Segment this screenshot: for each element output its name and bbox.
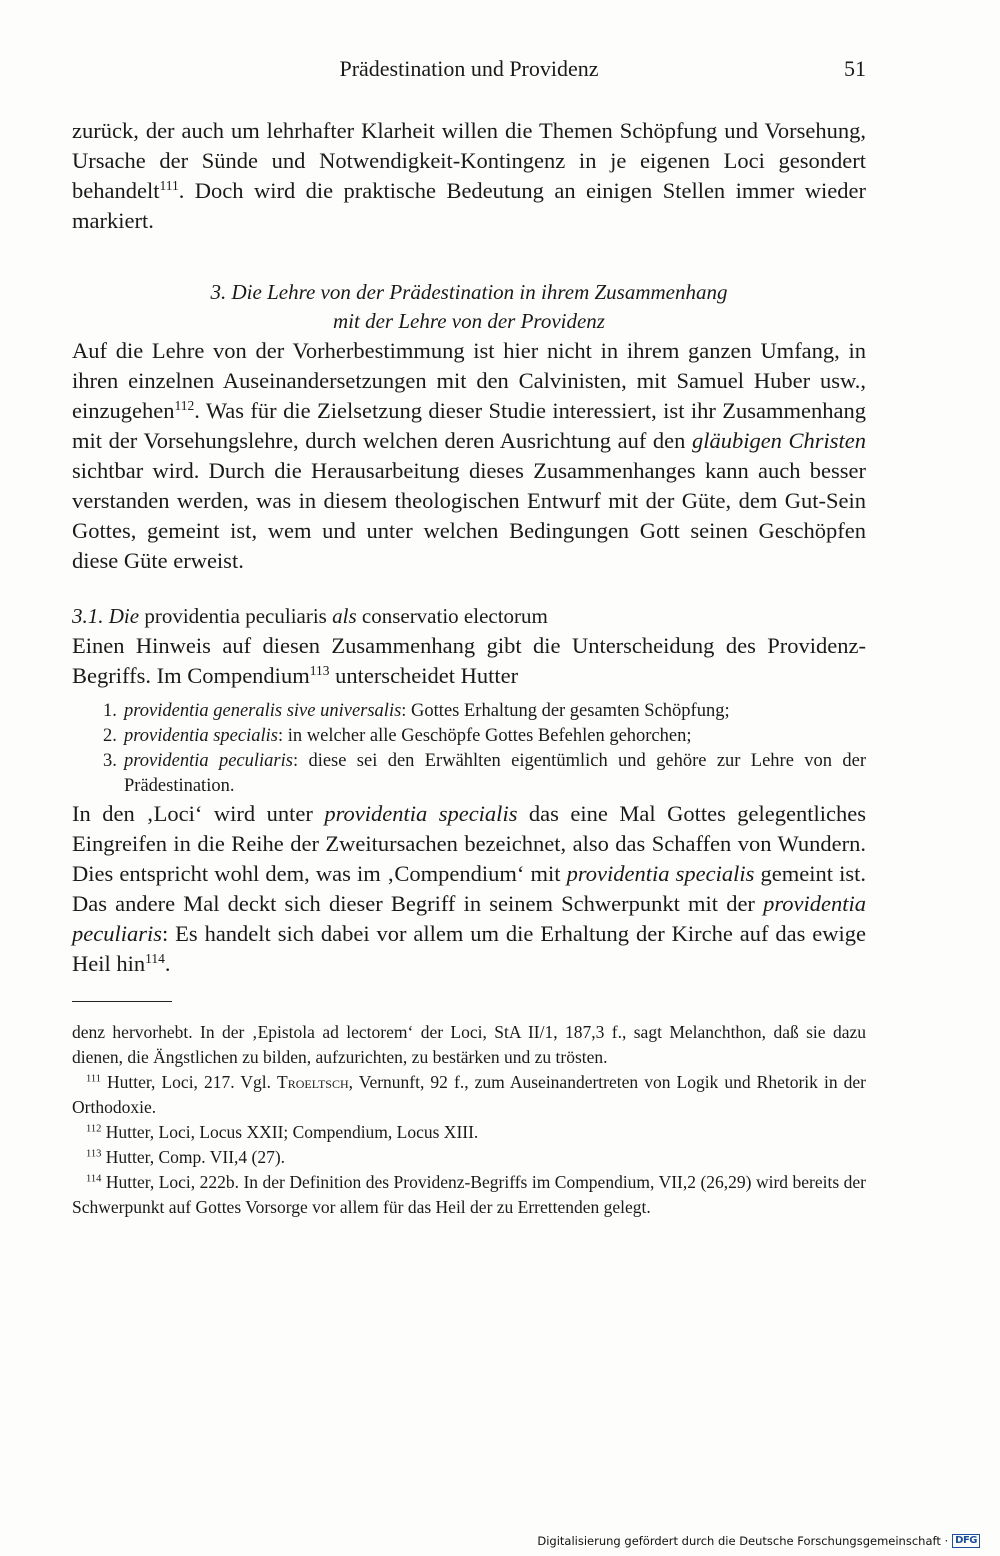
- paragraph-text: . Was für die Zielsetzung dieser Studie interessiert, ist ihr Zusammenhang mit der Vorsehungslehre, durch welchen deren Ausrichtung auf den: [72, 398, 866, 453]
- section-heading-3: [72, 278, 866, 336]
- dfg-logo: DFG: [952, 1534, 980, 1548]
- list-number: 1.: [103, 701, 117, 721]
- subsection-text: conservatio electorum: [356, 604, 548, 628]
- paragraph-text: Auf die Lehre von der Vorherbestimmung ist hier nicht in ihrem ganzen Umfang, in ihren einzelnen Auseinandersetzungen mit den Calvinisten, mit Samuel Huber usw., einzugehen: [72, 338, 866, 423]
- footnote-continuation: denz hervorhebt. In der ‚Epistola ad lectorem‘ der Loci, StA II/1, 187,3 f., sagt Melanchthon, daß sie dazu dienen, die Ängstlichen zu bilden, aufzurichten, zu bestärken und zu trösten.: [72, 1022, 866, 1067]
- paragraph-text: gemeint ist. Das andere Mal deckt sich dieser Begriff in seinem Schwerpunkt mit der: [72, 861, 867, 916]
- paragraph-text: . Doch wird die praktische Bedeutung an einigen Stellen immer wieder markiert.: [72, 178, 866, 233]
- list-item: [72, 724, 866, 749]
- footnote-111: [72, 1070, 866, 1120]
- list-term: providentia specialis: [124, 726, 278, 746]
- footnote-113: [72, 1145, 866, 1170]
- footnote-text: Hutter, Comp. VII,4 (27).: [101, 1147, 286, 1167]
- list-item: [72, 699, 866, 724]
- emphasis-text: gläubigen Christen: [691, 428, 866, 453]
- paragraph-text: : Es handelt sich dabei vor allem um die Erhaltung der Kirche auf das ewige Heil hin: [72, 921, 866, 976]
- footnote-text: , Vernunft, 92 f., zum Auseinandertreten von Logik und Rhetorik in der Orthodoxie.: [72, 1072, 866, 1117]
- footnote-ref-111: 111: [159, 177, 179, 193]
- page-body: [72, 116, 866, 1220]
- footnote-number: 111: [86, 1073, 101, 1085]
- running-title: Prädestination und Providenz: [339, 56, 599, 81]
- footnote-ref-114: 114: [145, 950, 165, 966]
- footnote-114: [72, 1170, 866, 1220]
- footnote-number: 112: [86, 1123, 102, 1135]
- page-number: 51: [844, 56, 866, 81]
- footnote-ref-113: 113: [309, 662, 330, 678]
- paragraph-text: In den ‚Loci‘ wird unter: [72, 801, 325, 826]
- paragraph-text: .: [164, 951, 171, 976]
- paragraph-text: Einen Hinweis auf diesen Zusammenhang gibt die Unterscheidung des Providenz-Begriffs. Im Compendium: [72, 633, 866, 688]
- paragraph-text: unterscheidet Hutter: [329, 663, 519, 688]
- paragraph-text: das eine Mal Gottes gelegentliches Eingreifen in die Reihe der Zweitursachen bezeichnet, also das Schaffen von Wundern. Dies entspricht wohl dem, was im ‚Compendium‘ mit: [72, 801, 867, 886]
- author-name: Troeltsch: [277, 1072, 349, 1092]
- paragraph-text: sichtbar wird. Durch die Herausarbeitung dieses Zusammenhanges kann auch besser verstanden werden, was in diesem theologischen Entwurf mit der Güte, dem Gut-Sein Gottes, gemeint ist, wem und unter welchen Bedingungen Gott seinen Geschöpfen diese Güte erweist.: [72, 458, 866, 573]
- emphasis-text: providentia specialis: [324, 801, 518, 826]
- list-text: : Gottes Erhaltung der gesamten Schöpfung;: [401, 701, 730, 721]
- section-heading-line-1: 3. Die Lehre von der Prädestination in ihrem Zusammenhang: [210, 280, 728, 304]
- subsection-italic: als: [332, 604, 357, 628]
- page-header: [72, 56, 866, 86]
- footnote-number: 113: [86, 1148, 102, 1160]
- list-number: 2.: [103, 726, 117, 746]
- credit-text: Digitalisierung gefördert durch die Deutsche Forschungsgemeinschaft ·: [537, 1534, 949, 1548]
- list-item: [72, 749, 866, 799]
- providence-list: [72, 699, 866, 799]
- footnote-text: Hutter, Loci, Locus XXII; Compendium, Locus XIII.: [101, 1122, 479, 1142]
- footnotes: [72, 1020, 866, 1220]
- list-text: : diese sei den Erwählten eigentümlich und gehöre zur Lehre von der Prädestination.: [124, 751, 866, 796]
- footnote-ref-112: 112: [174, 397, 195, 413]
- digitization-credit: [537, 1534, 980, 1548]
- list-text: : in welcher alle Geschöpfe Gottes Befehlen gehorchen;: [277, 726, 692, 746]
- footnote-text: Hutter, Loci, 222b. In der Definition des Providenz-Begriffs im Compendium, VII,2 (26,29) wird bereits der Schwerpunkt auf Gottes Vorsorge vor allem für das Heil der zu Errettenden gelegt.: [72, 1172, 866, 1217]
- subsection-text: providentia peculiaris: [139, 604, 333, 628]
- emphasis-text: providentia specialis: [566, 861, 755, 886]
- footnote-number: 114: [86, 1173, 102, 1185]
- subsection-number: 3.1. Die: [72, 604, 140, 628]
- section-heading-line-2: mit der Lehre von der Providenz: [333, 309, 605, 333]
- paragraph-text: zurück, der auch um lehrhafter Klarheit willen die Themen Schöpfung und Vorsehung, Ursache der Sünde und Notwendigkeit-Kontingenz in je eigenen Loci gesondert behandelt: [72, 118, 866, 203]
- paragraph-providence-distinction: [72, 631, 866, 691]
- list-term: providentia peculiaris: [124, 751, 293, 771]
- paragraph-predestination: [72, 336, 866, 576]
- footnote-112: [72, 1120, 866, 1145]
- list-term: providentia generalis sive universalis: [124, 701, 402, 721]
- paragraph-loci: [72, 799, 866, 979]
- subsection-heading-3-1: [72, 602, 866, 631]
- emphasis-text: providentia peculiaris: [72, 891, 866, 946]
- footnote-divider: [72, 1001, 172, 1002]
- paragraph-continuation: [72, 116, 866, 236]
- list-number: 3.: [103, 751, 117, 771]
- footnote-text: Hutter, Loci, 217. Vgl.: [100, 1072, 278, 1092]
